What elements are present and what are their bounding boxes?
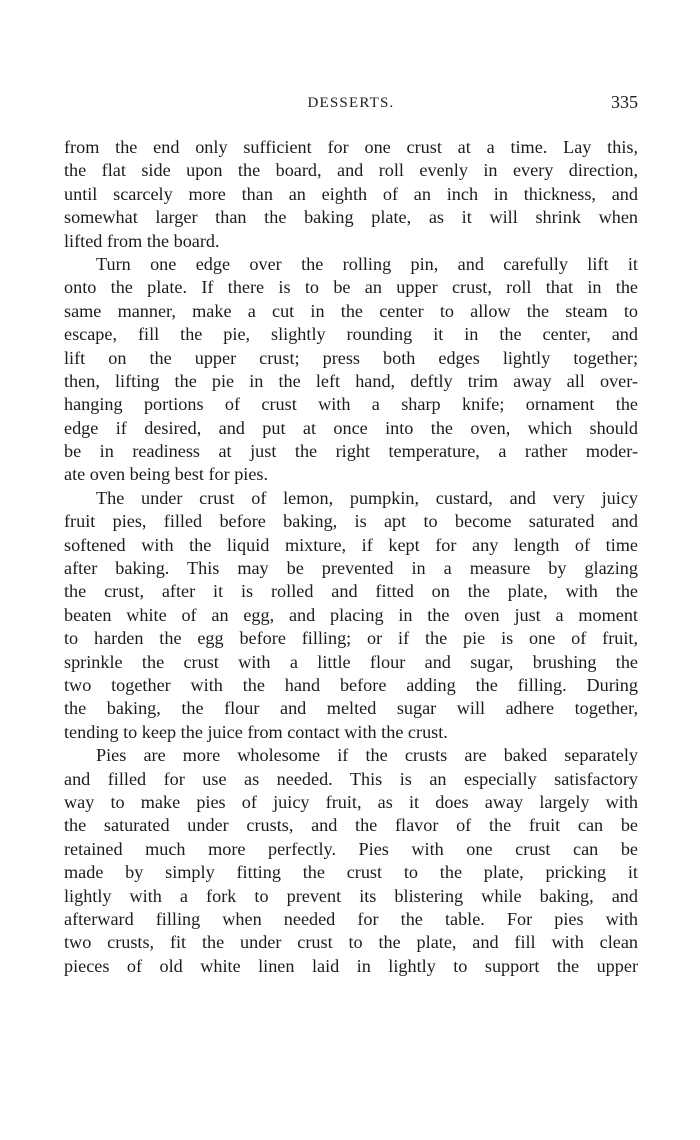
text-line: pieces of old white linen laid in lightly to support the upper: [64, 955, 638, 976]
text-line: two crusts, fit the under crust to the plate, and fill with clean: [64, 932, 638, 953]
text-line: the crust, after it is rolled and fitted on the plate, with the: [64, 581, 638, 602]
text-line: ate oven being best for pies.: [64, 464, 269, 485]
text-line: made by simply fitting the crust to the plate, pricking it: [64, 862, 638, 883]
text-line: escape, fill the pie, slightly rounding it in the center, and: [64, 324, 638, 345]
body-text: [64, 136, 638, 978]
text-line: The under crust of lemon, pumpkin, custard, and very juicy: [96, 487, 638, 508]
text-line: until scarcely more than an eighth of an inch in thickness, and: [64, 183, 638, 204]
text-line: to harden the egg before filling; or if the pie is one of fruit,: [64, 628, 638, 649]
text-line: way to make pies of juicy fruit, as it does away largely with: [64, 791, 638, 812]
page-number: 335: [611, 92, 638, 112]
page-header: [64, 92, 638, 118]
text-line: be in readiness at just the right temperature, a rather moder-: [64, 441, 638, 462]
text-line: hanging portions of crust with a sharp knife; ornament the: [64, 394, 638, 415]
text-line: the baking, the flour and melted sugar will adhere together,: [64, 698, 638, 719]
running-head: DESSERTS.: [307, 95, 395, 111]
text-line: lift on the upper crust; press both edges lightly together;: [64, 347, 638, 368]
text-line: from the end only sufficient for one crust at a time. Lay this,: [64, 137, 638, 157]
text-line: lightly with a fork to prevent its blistering while baking, and: [64, 885, 638, 906]
text-line: fruit pies, filled before baking, is apt to become saturated and: [64, 511, 638, 532]
text-line: edge if desired, and put at once into the oven, which should: [64, 417, 638, 438]
text-line: Pies are more wholesome if the crusts are baked separately: [96, 745, 638, 766]
text-line: somewhat larger than the baking plate, as it will shrink when: [64, 207, 638, 228]
text-line: retained much more perfectly. Pies with one crust can be: [64, 838, 638, 859]
text-line: lifted from the board.: [64, 230, 220, 251]
text-line: beaten white of an egg, and placing in the oven just a moment: [64, 604, 638, 625]
text-line: then, lifting the pie in the left hand, deftly trim away all over-: [64, 370, 638, 391]
text-line: afterward filling when needed for the table. For pies with: [64, 908, 638, 929]
text-line: tending to keep the juice from contact with the crust.: [64, 721, 448, 742]
text-line: the saturated under crusts, and the flavor of the fruit can be: [64, 815, 638, 836]
text-line: and filled for use as needed. This is an especially satisfactory: [64, 768, 638, 789]
text-line: after baking. This may be prevented in a measure by glazing: [64, 558, 638, 579]
text-line: onto the plate. If there is to be an upper crust, roll that in the: [64, 277, 638, 298]
text-line: same manner, make a cut in the center to allow the steam to: [64, 300, 638, 321]
text-line: the flat side upon the board, and roll evenly in every direction,: [64, 160, 638, 181]
text-line: two together with the hand before adding the filling. During: [64, 674, 638, 695]
text-line: Turn one edge over the rolling pin, and carefully lift it: [96, 253, 638, 274]
text-line: softened with the liquid mixture, if kept for any length of time: [64, 534, 638, 555]
text-line: sprinkle the crust with a little flour and sugar, brushing the: [64, 651, 638, 672]
